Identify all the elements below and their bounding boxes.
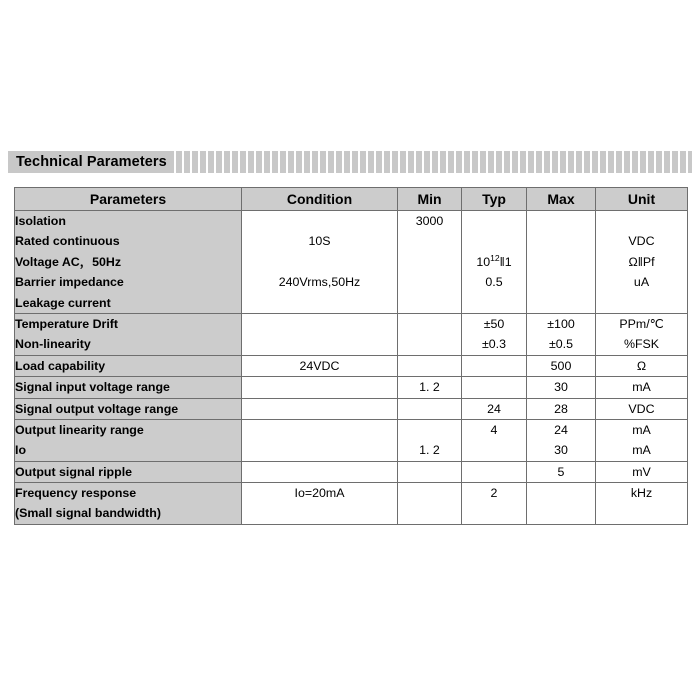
- section-banner: [8, 151, 692, 173]
- value-line: [398, 314, 461, 334]
- table-row: [15, 419, 688, 461]
- table-row: [15, 398, 688, 419]
- value-line: [242, 399, 397, 419]
- value-line: [527, 272, 595, 292]
- value-line: [242, 314, 397, 334]
- value-line: [596, 293, 687, 313]
- column-header-parameters: Parameters: [15, 188, 242, 211]
- parameter-line: Output linearity range: [15, 422, 144, 437]
- typ-cell: [462, 483, 527, 525]
- table-header-row: [15, 188, 688, 211]
- parameter-line: Voltage AC，50Hz: [15, 254, 122, 269]
- max-cell: [527, 419, 596, 461]
- value-line: [462, 440, 526, 460]
- parameter-cell: [15, 355, 242, 376]
- value-line: 0.5: [485, 275, 503, 290]
- value-line: [398, 483, 461, 503]
- condition-cell: [242, 461, 398, 482]
- min-cell: [398, 483, 462, 525]
- value-line: [242, 334, 397, 354]
- parameter-cell: [15, 461, 242, 482]
- value-line: [596, 211, 687, 231]
- value-line: [527, 483, 595, 503]
- max-cell: [527, 398, 596, 419]
- value-line: [398, 252, 461, 272]
- value-line: 4: [490, 422, 498, 437]
- value-line: 30: [554, 443, 568, 458]
- min-cell: [398, 377, 462, 398]
- value-line: [398, 399, 461, 419]
- max-cell: [527, 377, 596, 398]
- value-line: [527, 293, 595, 313]
- unit-cell: [596, 461, 688, 482]
- value-line: %FSK: [623, 337, 660, 352]
- table-row: [15, 355, 688, 376]
- value-line: [398, 231, 461, 251]
- value-line: 30: [554, 380, 568, 395]
- condition-cell: [242, 419, 398, 461]
- typ-cell: [462, 398, 527, 419]
- value-line: 24VDC: [299, 358, 340, 373]
- parameter-line: Io: [15, 443, 27, 458]
- value-line: [462, 462, 526, 482]
- value-line: [527, 503, 595, 523]
- value-line: [596, 503, 687, 523]
- parameter-line: Frequency response: [15, 486, 137, 501]
- value-line: [462, 356, 526, 376]
- condition-cell: [242, 211, 398, 314]
- condition-cell: [242, 355, 398, 376]
- typ-cell: [462, 461, 527, 482]
- parameter-line: Barrier impedance: [15, 275, 124, 290]
- column-header-condition: Condition: [242, 188, 398, 211]
- max-cell: [527, 313, 596, 355]
- unit-cell: [596, 211, 688, 314]
- value-line: $10^{12}‖1$: [476, 252, 512, 269]
- parameter-cell: [15, 483, 242, 525]
- parameter-line: Non-linearity: [15, 337, 91, 352]
- value-line: [398, 272, 461, 292]
- value-line: [398, 293, 461, 313]
- value-line: [398, 334, 461, 354]
- value-line: 240Vrms,50Hz: [278, 275, 361, 290]
- unit-cell: [596, 377, 688, 398]
- min-cell: [398, 313, 462, 355]
- value-line: 1. 2: [419, 443, 440, 458]
- parameter-cell: [15, 313, 242, 355]
- value-line: mA: [632, 443, 651, 458]
- value-line: [242, 211, 397, 231]
- value-line: [527, 252, 595, 272]
- unit-cell: [596, 419, 688, 461]
- value-line: ±50: [483, 316, 505, 331]
- value-line: 28: [554, 401, 568, 416]
- value-line: PPm/℃: [619, 316, 664, 331]
- value-line: [242, 252, 397, 272]
- value-line: 24: [554, 422, 568, 437]
- value-line: [242, 503, 397, 523]
- value-line: 500: [550, 358, 572, 373]
- value-line: [462, 293, 526, 313]
- column-header-unit: Unit: [596, 188, 688, 211]
- value-line: mA: [632, 422, 651, 437]
- value-line: [527, 211, 595, 231]
- parameter-cell: [15, 211, 242, 314]
- condition-cell: [242, 483, 398, 525]
- min-cell: [398, 398, 462, 419]
- min-cell: [398, 419, 462, 461]
- value-line: [398, 503, 461, 523]
- value-line: 1. 2: [419, 380, 440, 395]
- column-header-typ: Typ: [462, 188, 527, 211]
- table-row: [15, 461, 688, 482]
- value-line: [242, 420, 397, 440]
- value-line: Ω: [636, 358, 647, 373]
- max-cell: [527, 211, 596, 314]
- parameter-line: (Small signal bandwidth): [15, 506, 161, 521]
- parameter-cell: [15, 398, 242, 419]
- value-line: [527, 231, 595, 251]
- value-line: ±0.5: [548, 337, 574, 352]
- value-line: [398, 420, 461, 440]
- value-line: [242, 462, 397, 482]
- section-banner-label-background: [8, 151, 173, 173]
- value-line: [398, 462, 461, 482]
- value-line: [462, 231, 526, 251]
- value-line: [242, 377, 397, 397]
- table-row: [15, 377, 688, 398]
- table-row: [15, 211, 688, 314]
- max-cell: [527, 355, 596, 376]
- table-body: [15, 211, 688, 525]
- value-line: ±100: [547, 316, 575, 331]
- column-header-max: Max: [527, 188, 596, 211]
- value-line: 10S: [308, 234, 331, 249]
- unit-cell: [596, 483, 688, 525]
- typ-cell: [462, 377, 527, 398]
- superscript-exponent: 12: [490, 252, 500, 263]
- parameter-cell: [15, 377, 242, 398]
- value-line: [462, 377, 526, 397]
- typ-cell: [462, 211, 527, 314]
- unit-cell: [596, 313, 688, 355]
- condition-cell: [242, 313, 398, 355]
- condition-cell: [242, 398, 398, 419]
- min-cell: [398, 461, 462, 482]
- technical-parameters-table: [14, 187, 688, 525]
- parameter-line: Output signal ripple: [15, 464, 133, 479]
- value-line: Io=20mA: [294, 486, 345, 501]
- value-line: uA: [633, 275, 650, 290]
- value-line: 3000: [415, 214, 444, 228]
- typ-cell: [462, 419, 527, 461]
- unit-cell: [596, 355, 688, 376]
- typ-cell: [462, 313, 527, 355]
- value-line: Ω‖Pf: [628, 254, 655, 269]
- value-line: 2: [490, 486, 498, 501]
- parameter-line: Load capability: [15, 358, 106, 373]
- max-cell: [527, 461, 596, 482]
- max-cell: [527, 483, 596, 525]
- value-line: VDC: [628, 234, 655, 249]
- value-line: ±0.3: [481, 337, 507, 352]
- parameter-line: Signal input voltage range: [15, 380, 170, 395]
- value-line: mA: [632, 380, 651, 395]
- value-line: mV: [632, 464, 651, 479]
- value-line: kHz: [630, 486, 653, 501]
- min-cell: [398, 211, 462, 314]
- value-line: [242, 293, 397, 313]
- value-line: VDC: [628, 401, 655, 416]
- value-line: 5: [557, 464, 565, 479]
- min-cell: [398, 355, 462, 376]
- value-line: [242, 440, 397, 460]
- parameter-line: Temperature Drift: [15, 316, 119, 331]
- typ-cell: [462, 355, 527, 376]
- parameter-line: Signal output voltage range: [15, 401, 179, 416]
- condition-cell: [242, 377, 398, 398]
- value-line: [398, 356, 461, 376]
- value-line: [462, 503, 526, 523]
- section-title: Technical Parameters: [16, 154, 167, 170]
- parameter-line: Leakage current: [15, 295, 111, 310]
- column-header-min: Min: [398, 188, 462, 211]
- parameter-cell: [15, 419, 242, 461]
- parameter-line: Isolation: [15, 214, 66, 228]
- table-row: [15, 483, 688, 525]
- value-line: 24: [487, 401, 501, 416]
- unit-cell: [596, 398, 688, 419]
- value-line: [462, 211, 526, 231]
- table-row: [15, 313, 688, 355]
- parameter-line: Rated continuous: [15, 234, 120, 249]
